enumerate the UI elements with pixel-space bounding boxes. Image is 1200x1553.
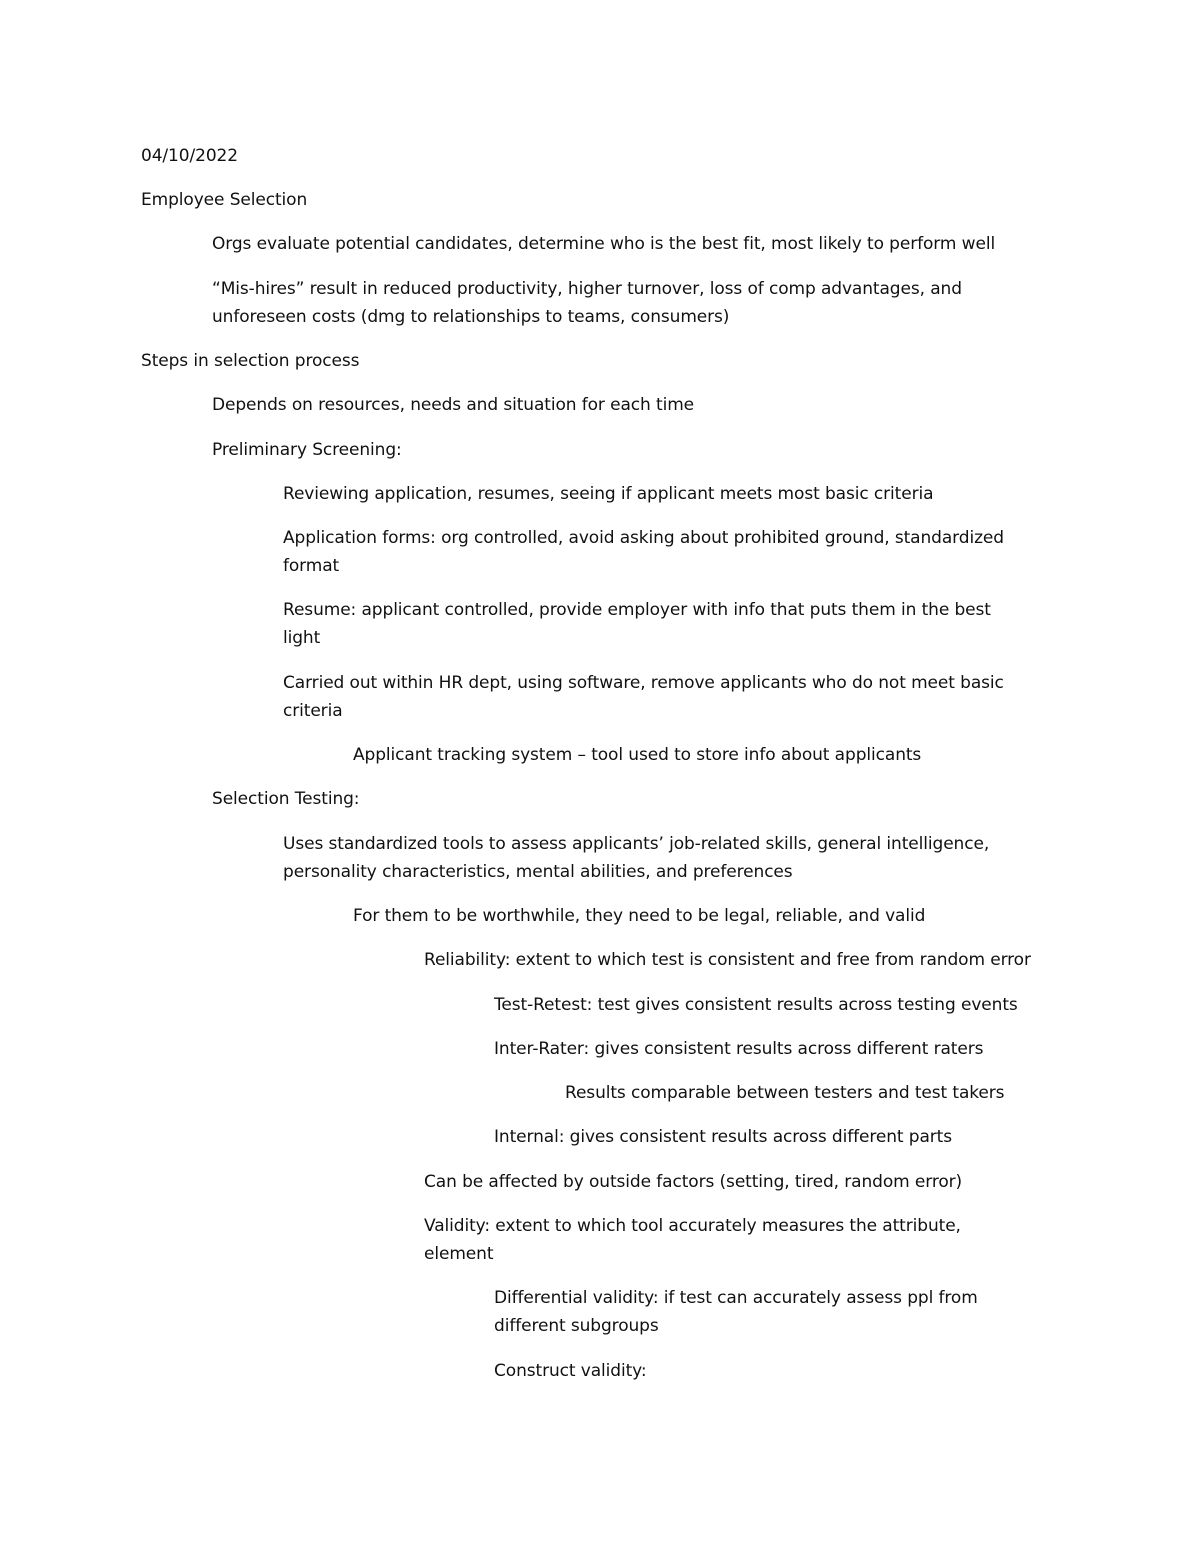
- note-line: Application forms: org controlled, avoid asking about prohibited ground, standardized format: [283, 528, 1004, 576]
- note-line: Applicant tracking system – tool used to store info about applicants: [353, 745, 922, 765]
- note-line: Test-Retest: test gives consistent results across testing events: [494, 995, 1018, 1015]
- note-line: Construct validity:: [494, 1361, 647, 1381]
- note-line: Uses standardized tools to assess applicants’ job-related skills, general intelligence, personality characteristics, mental abilities, and preferences: [283, 834, 990, 882]
- note-line: For them to be worthwhile, they need to be legal, reliable, and valid: [353, 906, 926, 926]
- note-line: Validity: extent to which tool accurately measures the attribute, element: [424, 1216, 961, 1264]
- note-date: 04/10/2022: [141, 146, 238, 166]
- note-line: Orgs evaluate potential candidates, determine who is the best fit, most likely to perform well: [212, 234, 996, 254]
- note-line: Reliability: extent to which test is consistent and free from random error: [424, 950, 1031, 970]
- note-line: Can be affected by outside factors (setting, tired, random error): [424, 1172, 963, 1192]
- note-line: Carried out within HR dept, using software, remove applicants who do not meet basic criteria: [283, 673, 1004, 721]
- note-line: Differential validity: if test can accurately assess ppl from different subgroups: [494, 1288, 978, 1336]
- subheading-selection-testing: Selection Testing:: [212, 789, 360, 809]
- note-line: “Mis-hires” result in reduced productivity, higher turnover, loss of comp advantages, and unforeseen costs (dmg to relationships to teams, consumers): [212, 279, 962, 327]
- note-line: Results comparable between testers and test takers: [565, 1083, 1005, 1103]
- note-line: Inter-Rater: gives consistent results across different raters: [494, 1039, 984, 1059]
- note-line: Resume: applicant controlled, provide employer with info that puts them in the best light: [283, 600, 991, 648]
- note-line: Reviewing application, resumes, seeing if applicant meets most basic criteria: [283, 484, 934, 504]
- heading-steps-in-selection: Steps in selection process: [141, 351, 360, 371]
- note-line: Depends on resources, needs and situation for each time: [212, 395, 695, 415]
- note-line: Internal: gives consistent results across different parts: [494, 1127, 953, 1147]
- heading-employee-selection: Employee Selection: [141, 190, 308, 210]
- subheading-preliminary-screening: Preliminary Screening:: [212, 440, 402, 460]
